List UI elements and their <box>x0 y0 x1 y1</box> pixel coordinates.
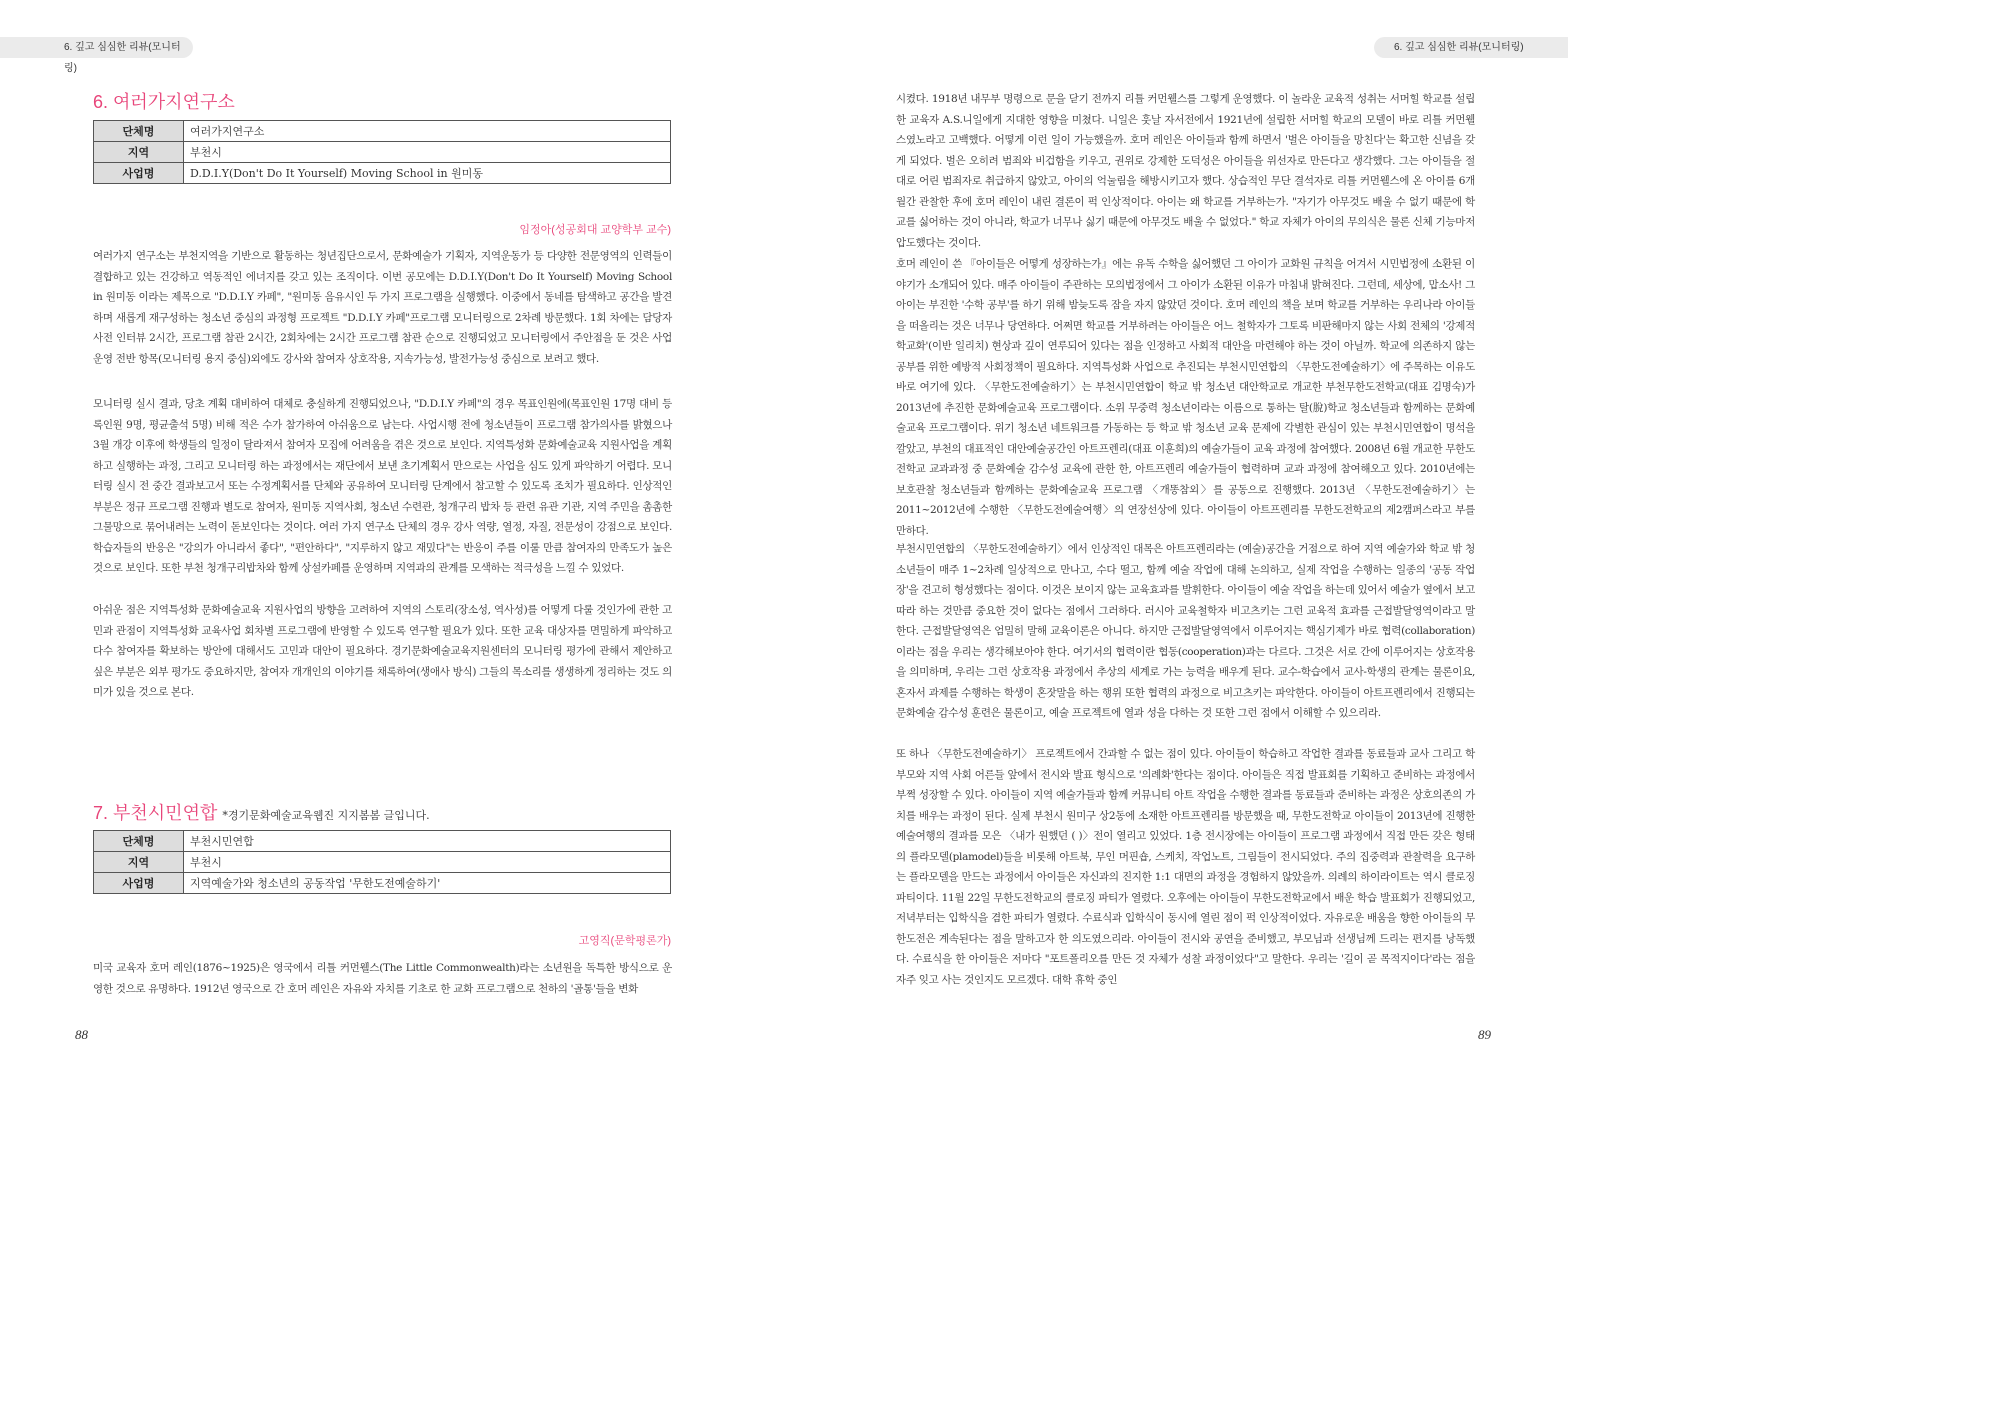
table-row <box>94 142 671 163</box>
table-row <box>94 873 671 894</box>
section-7-note: *경기문화예술교육웹진 지지봄봄 글입니다. <box>222 809 430 822</box>
section-7-title: 7. 부천시민연합 <box>93 803 218 823</box>
table-value: 여러가지연구소 <box>184 121 671 142</box>
running-header-right: 6. 깊고 심심한 리뷰(모니터링) <box>1374 37 1568 58</box>
section-6-author: 임정아(성공회대 교양학부 교수) <box>519 224 671 236</box>
page-number-right: 89 <box>1478 1027 1491 1042</box>
table-value: 지역예술가와 청소년의 공동작업 '무한도전예술하기' <box>184 873 671 894</box>
section-6-paragraph-3: 아쉬운 점은 지역특성화 문화예술교육 지원사업의 방향을 고려하여 지역의 스토리(장소성, 역사성)를 어떻게 다룰 것인가에 관한 고민과 관점이 지역특성화 교육사업 회차별 프로그램에 반영할 수 있도록 연구할 필요가 있다. 또한 교육 대상자를 면밀하게 파악하고 다수 참여자를 확보하는 방안에 대해서도 고민과 대안이 필요하다. 경기문화예술교육지원센터의 모니터링 평가에 관해서 제안하고 싶은 부분은 외부 평가도 중요하지만, 참여자 개개인의 이야기를 채록하여(생애사 방식) 그들의 목소리를 생생하게 정리하는 것도 의미가 있을 것으로 본다. <box>93 604 672 698</box>
section-7-paragraph-1: 미국 교육자 호머 레인(1876~1925)은 영국에서 리틀 커먼웰스(The Little Commonwealth)라는 소년원을 독특한 방식으로 운영한 것으로 유명하다. 1912년 영국으로 간 호머 레인은 자유와 자치를 기초로 한 교화 프로그램으로 천하의 '골통'들을 변화 <box>93 962 672 995</box>
table-value: 부천시 <box>184 142 671 163</box>
table-key: 단체명 <box>94 831 184 852</box>
section-7-author: 고영직(문학평론가) <box>578 935 671 947</box>
right-paragraph-2: 호머 레인이 쓴 『아이들은 어떻게 성장하는가』에는 유독 수학을 싫어했던 그 아이가 교화원 규칙을 어겨서 시민법정에 소환된 이야기가 소개되어 있다. 매주 아이들이 주관하는 모의법정에서 그 아이가 소환된 이유가 마침내 밝혀진다. 그런데, 세상에, 맙소사! 그 아이는 부진한 '수학 공부'를 하기 위해 밤늦도록 잠을 자지 않았던 것이다. 호머 레인의 책을 보며 학교를 거부하는 우리나라 아이들을 떠올리는 것은 너무나 당연하다. 어쩌면 학교를 거부하려는 아이들은 어느 철학자가 그토록 비판해마지 않는 사회 전체의 '강제적 학교화'(이반 일리치) 현상과 깊이 연루되어 있다는 점을 인정하고 사회적 대안을 마련해야 하는 것이 아닐까. 학교에 의존하지 않는 공부를 위한 예방적 사회정책이 필요하다. 지역특성화 사업으로 추진되는 부천시민연합의 〈무한도전예술하기〉에 주목하는 이유도 바로 여기에 있다. 〈무한도전예술하기〉는 부천시민연합이 학교 밖 청소년 대안학교로 개교한 부천무한도전학교(대표 김명숙)가 2013년에 추진한 문화예술교육 프로그램이다. 소위 무중력 청소년이라는 이름으로 통하는 탈(脫)학교 청소년들과 함께하는 문화예술교육 프로그램이다. 위기 청소년 네트워크를 가동하는 등 학교 밖 청소년 교육 문제에 각별한 관심이 있는 부천시민연합이 명석을 깔았고, 부천의 대표적인 대안예술공간인 아트프렌리(대표 이훈희)의 예술가들이 교육 과정에 참여했다. 2008년 6월 개교한 무한도전학교 교과과정 중 문화예술 감수성 교육에 관한 한, 아트프렌리 예술가들이 협력하며 교과 과정에 참여해오고 있다. 2010년에는 보호관찰 청소년들과 함께하는 문화예술교육 프로그램 〈개똥참외〉를 공동으로 진행했다. 2013년 〈무한도전예술하기〉는 2011~2012년에 수행한 〈무한도전예술여행〉의 연장선상에 있다. 아이들이 아트프렌리를 무한도전학교의 제2캠퍼스라고 부를 만하다. <box>896 258 1475 537</box>
right-paragraph-1: 시켰다. 1918년 내무부 명령으로 문을 닫기 전까지 리틀 커먼웰스를 그렇게 운영했다. 이 놀라운 교육적 성취는 서머힐 학교를 설립한 교육자 A.S.니일에게 지대한 영향을 미쳤다. 니일은 훗날 자서전에서 1921년에 설립한 서머힐 학교의 모델이 바로 리틀 커먼웰스였노라고 고백했다. 어떻게 이런 일이 가능했을까. 호머 레인은 아이들과 함께 하면서 '벌은 아이들을 망친다'는 확고한 신념을 갖게 되었다. 벌은 오히려 범죄와 비겁함을 키우고, 권위로 강제한 도덕성은 아이들을 위선자로 만든다고 생각했다. 그는 아이들을 절대로 어린 범죄자로 취급하지 않았고, 아이의 억눌림을 해방시키고자 했다. 상습적인 무단 결석자로 리틀 커먼웰스에 온 아이를 6개월간 관찰한 후에 호머 레인이 내린 결론이 퍽 인상적이다. 아이는 왜 학교를 거부하는가. "자기가 아무것도 배울 수 없기 때문에 학교를 싫어하는 것이 아니라, 학교가 너무나 싫기 때문에 아무것도 배울 수 없었다." 학교 자체가 아이의 무의식은 물론 신체 기능마저 압도했다는 것이다. <box>896 93 1475 249</box>
right-paragraph-4: 또 하나 〈무한도전예술하기〉 프로젝트에서 간과할 수 없는 점이 있다. 아이들이 학습하고 작업한 결과를 동료들과 교사 그리고 학부모와 지역 사회 어른들 앞에서 전시와 발표 형식으로 '의례화'한다는 점이다. 아이들은 직접 발표회를 기획하고 준비하는 과정에서 부쩍 성장할 수 있다. 아이들이 지역 예술가들과 함께 커뮤니티 아트 작업을 수행한 결과를 동료들과 준비하는 과정은 상호의존의 가치를 배우는 과정이 된다. 실제 부천시 원미구 상2동에 소재한 아트프렌리를 방문했을 때, 무한도전학교 아이들이 2013년에 진행한 예술여행의 결과를 모은 〈내가 원했던 ( )〉전이 열리고 있었다. 1층 전시장에는 아이들이 프로그램 과정에서 직접 만든 갖은 형태의 플라모델(plamodel)들을 비롯해 아트북, 무인 머핀숍, 스케치, 작업노트, 그림들이 전시되었다. 주의 집중력과 관찰력을 요구하는 플라모델을 만드는 과정에서 아이들은 자신과의 진지한 1:1 대면의 과정을 경험하지 않았을까. 의례의 하이라이트는 역시 클로징 파티이다. 11월 22일 무한도전학교의 클로징 파티가 열렸다. 오후에는 아이들이 무한도전학교에서 배운 학습 발표회가 진행되었고, 저녁부터는 입학식을 겸한 파티가 열렸다. 수료식과 입학식이 동시에 열린 점이 퍽 인상적이었다. 자유로운 배움을 향한 아이들의 무한도전은 계속된다는 점을 말하고자 한 의도였으리라. 아이들이 전시와 공연을 준비했고, 부모님과 선생님께 드리는 편지를 낭독했다. 수료식을 한 아이들은 저마다 "포트폴리오를 만든 것 자체가 성찰 과정이었다"고 말한다. 우리는 '길이 곧 목적지이다'라는 점을 자주 잊고 사는 것인지도 모르겠다. 대학 휴학 중인 <box>896 748 1475 986</box>
table-value: 부천시민연합 <box>184 831 671 852</box>
table-value: D.D.I.Y(Don't Do It Yourself) Moving School in 원미동 <box>184 163 671 184</box>
right-paragraph-3: 부천시민연합의 〈무한도전예술하기〉에서 인상적인 대목은 아트프렌리라는 (예술)공간을 거점으로 하여 지역 예술가와 학교 밖 청소년들이 매주 1~2차례 일상적으로 만나고, 수다 떨고, 함께 예술 작업에 대해 논의하고, 실제 작업을 수행하는 일종의 '공동 작업장'을 견고히 형성했다는 점이다. 이것은 보이지 않는 교육효과를 발휘한다. 아이들이 예술 작업을 하는데 있어서 예술가 옆에서 보고 따라 하는 것만큼 중요한 것이 없다는 점에서 그러하다. 러시아 교육철학자 비고츠키는 그런 교육적 효과를 근접발달영역이라고 말한다. 근접발달영역은 엄밀히 말해 교육이론은 아니다. 하지만 근접발달영역에서 이루어지는 핵심기제가 바로 협력(collaboration)이라는 점을 우리는 생각해보아야 한다. 여기서의 협력이란 협동(cooperation)과는 다르다. 그것은 서로 간에 이루어지는 상호작용을 의미하며, 우리는 그런 상호작용 과정에서 추상의 세계로 가는 능력을 배우게 된다. 교수-학습에서 교사-학생의 관계는 물론이요, 혼자서 과제를 수행하는 학생이 혼잣말을 하는 행위 또한 협력의 과정으로 비고츠키는 파악한다. 아이들이 아트프렌리에서 진행되는 문화예술 감수성 훈련은 물론이고, 예술 프로젝트에 열과 성을 다하는 것 또한 그런 점에서 이해할 수 있으리라. <box>896 543 1475 719</box>
section-6-paragraph-2: 모니터링 실시 결과, 당초 계획 대비하여 대체로 충실하게 진행되었으나, "D.D.I.Y 카페"의 경우 목표인원에(목표인원 17명 대비 등록인원 9명, 평균출석 5명) 비해 적은 수가 참가하여 아쉬움으로 남는다. 사업시행 전에 청소년들이 프로그램 참가의사를 밝혔으나 3월 개강 이후에 학생들의 일정이 달라져서 참여자 모집에 어려움을 겪은 것으로 보인다. 지역특성화 문화예술교육 지원사업을 계획하고 실행하는 과정, 그리고 모니터링 하는 과정에서는 재단에서 보낸 초기계획서 만으로는 사업을 심도 있게 파악하기 어렵다. 모니터링 실시 전 중간 결과보고서 또는 수정계획서를 단체와 공유하여 모니터링 단계에서 참고할 수 있도록 조치가 필요하다. 인상적인 부분은 정규 프로그램 진행과 별도로 참여자, 원미동 지역사회, 청소년 수련관, 청개구리 밥차 등 관련 유관 기관, 지역 주민을 촘촘한 그물망으로 묶어내려는 노력이 돋보인다는 것이다. 여러 가지 연구소 단체의 경우 강사 역량, 열정, 자질, 전문성이 강점으로 보인다. 학습자들의 반응은 "강의가 아니라서 좋다", "편안하다", "지루하지 않고 재밌다"는 반응이 주를 이룰 만큼 참여자의 만족도가 높은 것으로 보인다. 또한 부천 청개구리밥차와 함께 상설카페를 운영하며 지역과의 관계를 모색하는 적극성을 느낄 수 있었다. <box>93 398 672 574</box>
table-key: 지역 <box>94 852 184 873</box>
section-6-info-table <box>93 120 671 184</box>
table-row <box>94 831 671 852</box>
page-number-left: 88 <box>75 1027 88 1042</box>
section-6-title: 6. 여러가지연구소 <box>93 92 235 112</box>
table-key: 사업명 <box>94 873 184 894</box>
table-row <box>94 121 671 142</box>
table-key: 단체명 <box>94 121 184 142</box>
section-7-info-table <box>93 830 671 894</box>
table-key: 지역 <box>94 142 184 163</box>
table-row <box>94 163 671 184</box>
section-6-paragraph-1: 여러가지 연구소는 부천지역을 기반으로 활동하는 청년집단으로서, 문화예술가 기획자, 지역운동가 등 다양한 전문영역의 인력들이 결합하고 있는 건강하고 역동적인 에너지를 갖고 있는 조직이다. 이번 공모에는 D.D.I.Y(Don't Do It Yourself) Moving School in 원미동 이라는 제목으로 "D.D.I.Y 카페", "원미동 음유시인 두 가지 프로그램을 실행했다. 이중에서 동네를 탐색하고 공간을 발견하며 새롭게 재구성하는 청소년 중심의 과정형 프로젝트 "D.D.I.Y 카페"프로그램 모니터링으로 2차례 방문했다. 1회 차에는 담당자 사전 인터뷰 2시간, 프로그램 참관 2시간, 2회차에는 2시간 프로그램 참관 순으로 진행되었고 모니터링에서 주안점을 둔 것은 사업운영 전반 항목(모니터링 용지 중심)외에도 강사와 참여자 상호작용, 지속가능성, 발전가능성 중심으로 보려고 했다. <box>93 250 672 365</box>
table-row <box>94 852 671 873</box>
section-7-title-row <box>93 802 430 827</box>
table-key: 사업명 <box>94 163 184 184</box>
table-value: 부천시 <box>184 852 671 873</box>
running-header-left: 6. 깊고 심심한 리뷰(모니터링) <box>0 37 193 58</box>
